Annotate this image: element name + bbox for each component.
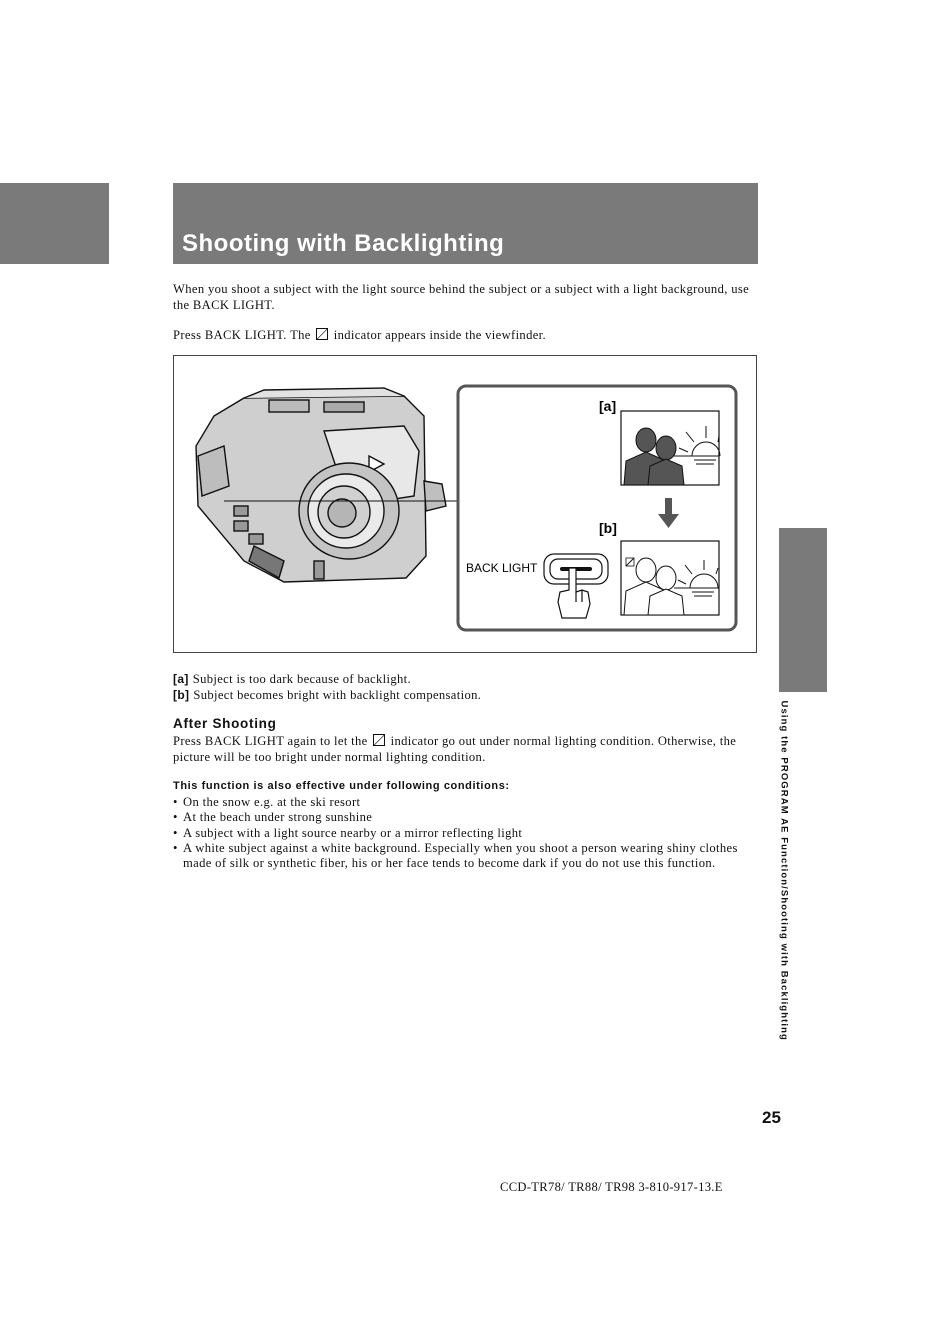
caption-a-key: [a] bbox=[173, 672, 189, 686]
list-item: • A white subject against a white background. Especially when you shoot a person wearing shiny clothes made of silk or synthetic fiber, his or her face tends to become dark if you do not use this function. bbox=[173, 841, 753, 872]
frame-a-subject-dark bbox=[621, 411, 720, 485]
list-item: • At the beach under strong sunshine bbox=[173, 810, 753, 825]
caption-b bbox=[173, 687, 753, 703]
conditions-heading: This function is also effective under following conditions: bbox=[173, 780, 510, 792]
backlight-indicator-icon bbox=[316, 328, 328, 340]
conditions-list bbox=[173, 795, 753, 871]
left-section-tab bbox=[0, 183, 109, 264]
back-light-label: BACK LIGHT bbox=[466, 561, 538, 575]
after-text-before: Press BACK LIGHT again to let the bbox=[173, 734, 368, 748]
camcorder-drawing bbox=[196, 388, 446, 582]
backlight-indicator-icon bbox=[373, 734, 385, 746]
intro-paragraph: When you shoot a subject with the light source behind the subject or a subject with a light background, use the BACK LIGHT. bbox=[173, 282, 750, 312]
caption-a bbox=[173, 671, 753, 687]
caption-a-text: Subject is too dark because of backlight. bbox=[192, 672, 411, 686]
list-item: • A subject with a light source nearby or a mirror reflecting light bbox=[173, 826, 753, 841]
instruction-after: indicator appears inside the viewfinder. bbox=[333, 328, 547, 342]
after-text-after: indicator go out under normal lighting condition. Otherwise, the picture will be too bright under normal lighting condition. bbox=[173, 734, 737, 764]
title-bar bbox=[173, 183, 758, 264]
page-title: Shooting with Backlighting bbox=[182, 230, 505, 257]
instruction-line bbox=[173, 328, 753, 344]
side-label bbox=[771, 700, 797, 1041]
after-shooting-heading: After Shooting bbox=[173, 716, 277, 731]
label-b: [b] bbox=[599, 520, 617, 536]
side-label-text: Using the PROGRAM AE Function/Shooting with Backlighting bbox=[778, 700, 790, 1041]
label-a: [a] bbox=[599, 398, 617, 414]
list-item: • On the snow e.g. at the ski resort bbox=[173, 795, 753, 810]
figure-captions bbox=[173, 671, 753, 703]
frame-b-subject-bright bbox=[621, 541, 719, 615]
after-shooting-text bbox=[173, 734, 753, 765]
caption-b-key: [b] bbox=[173, 688, 190, 702]
instruction-before: Press BACK LIGHT. The bbox=[173, 328, 311, 342]
camcorder-illustration bbox=[173, 355, 757, 653]
right-section-tab bbox=[779, 528, 827, 692]
caption-b-text: Subject becomes bright with backlight compensation. bbox=[193, 688, 482, 702]
page-number: 25 bbox=[762, 1108, 781, 1127]
footer-model-code: CCD-TR78/ TR88/ TR98 3-810-917-13.E bbox=[500, 1180, 723, 1194]
illustration-svg bbox=[174, 356, 756, 652]
